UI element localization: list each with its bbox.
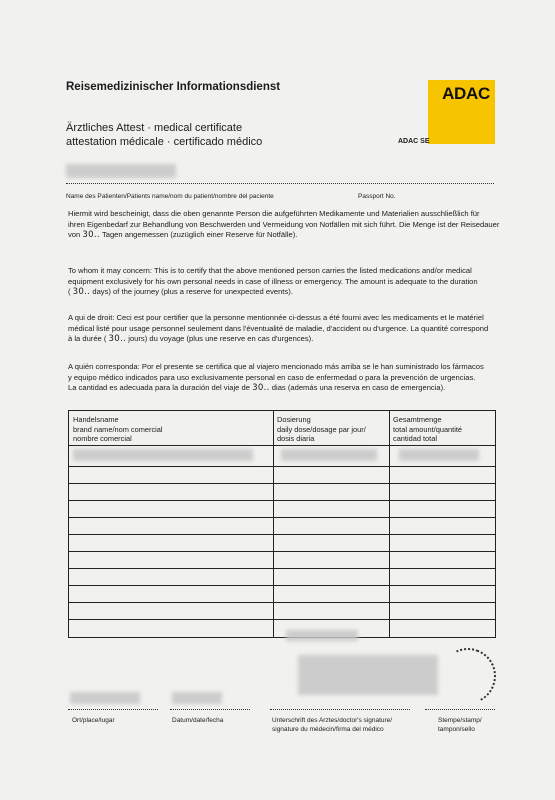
paragraph-english (68, 266, 493, 298)
date-label: Datum/date/fecha (172, 717, 224, 724)
adac-logo-text: ADAC (442, 84, 490, 103)
patient-name-line (66, 183, 494, 184)
paragraph-german-line1: Hiermit wird bescheinigt, dass die oben genannte Person die aufgeführten Medikamente und Materialien ausschließlich für (68, 209, 480, 218)
handwritten-days-english: 30.. (72, 287, 91, 297)
date-line (170, 709, 250, 710)
redacted-medication-dose (281, 449, 377, 461)
paragraph-spanish-line3-pre: La cantidad es adecuada para la duración del viaje de (68, 383, 253, 392)
stamp-line (425, 709, 495, 710)
redacted-medication-name (73, 449, 253, 461)
column-header-total-amount: Gesamtmenge total amount/quantité cantidad total (393, 415, 463, 443)
paragraph-spanish (68, 362, 493, 394)
stamp-mark (432, 640, 504, 712)
redacted-doctor-signature (298, 655, 438, 695)
column-header-daily-dose: Dosierung daily dose/dosage par jour/ dosis diaria (277, 415, 366, 443)
place-line (68, 709, 158, 710)
paragraph-german-line3-pre: von (68, 230, 83, 239)
adac-se-label: ADAC SE (398, 138, 430, 145)
redacted-medication-amount (399, 449, 479, 461)
signature-line (270, 709, 410, 710)
paragraph-german-line2: ihren Eigenbedarf zur Behandlung von Beschwerden und Vermeidung von Notfällen mit sich führt. Die Menge ist der Reisedauer (68, 219, 500, 229)
medication-table (68, 410, 496, 638)
paragraph-french-line3-pre: à la durée ( (68, 334, 109, 343)
place-label: Ort/place/lugar (72, 717, 115, 724)
handwritten-days-german: 30.. (82, 230, 100, 240)
paragraph-german-line3-post: Tagen angemessen (zuzüglich einer Reserve für Notfälle). (99, 230, 298, 239)
paragraph-french-line3-post: jours) du voyage (plus une reserve en cas d'urgences). (126, 334, 314, 343)
paragraph-english-line1: To whom it may concern: This is to certify that the above mentioned person carries the listed medications and/or medical (68, 266, 472, 275)
handwritten-days-french: 30.. (108, 334, 127, 344)
paragraph-spanish-line2: y equipo médico indicados para uso exclusivamente personal en caso de enfermedad o para la prevención de urgencias. (68, 372, 476, 382)
paragraph-spanish-line1: A quién corresponda: Por el presente se certifica que al viajero mencionado más arriba se le han suministrado los fármacos (68, 362, 484, 371)
redacted-doctor-name (286, 630, 358, 641)
column-header-brand-name: Handelsname brand name/nom comercial nombre comercial (73, 415, 163, 443)
patient-name-label: Name des Patienten/Patients name/nom du patient/nombre del paciente (66, 193, 274, 200)
paragraph-english-line3-pre: ( (68, 287, 73, 296)
document-title-line1: Ärztliches Attest · medical certificate (66, 122, 243, 134)
paragraph-spanish-line3-post: dias (además una reserva en caso de emergencia). (269, 383, 446, 392)
redacted-date (172, 692, 222, 704)
paragraph-french-line2: médical listé pour usage personnel seulement dans l'éventualité de maladie, d'accident ou d'urgence. La quantité correspond (68, 323, 489, 333)
document-title-line2: attestation médicale · certificado médico (66, 136, 263, 148)
redacted-place (70, 692, 140, 704)
paragraph-german (68, 209, 500, 241)
redacted-patient-name (66, 164, 176, 178)
passport-label: Passport No. (358, 193, 396, 200)
adac-logo (428, 80, 495, 144)
paragraph-french (68, 313, 493, 345)
stamp-label: Stempe/stamp/ tampon/sello (438, 717, 482, 733)
organization-title: Reisemedizinischer Informationsdienst (66, 81, 281, 93)
paragraph-english-line3-post: days) of the journey (plus a reserve for unexpected events). (90, 287, 293, 296)
paragraph-english-line2: equipment exclusively for his own personal needs in case of illness or emergency. The amount is adequate to the duration (68, 276, 478, 286)
handwritten-days-spanish: 30.. (252, 383, 270, 393)
paragraph-french-line1: A qui de droit: Ceci est pour certifier que la personne mentionnée ci-dessus a été fourni avec les medicaments et le matériel (68, 313, 484, 322)
signature-label: Unterschrift des Arztes/doctor's signature/ signature du médecin/firma del médico (272, 717, 393, 733)
